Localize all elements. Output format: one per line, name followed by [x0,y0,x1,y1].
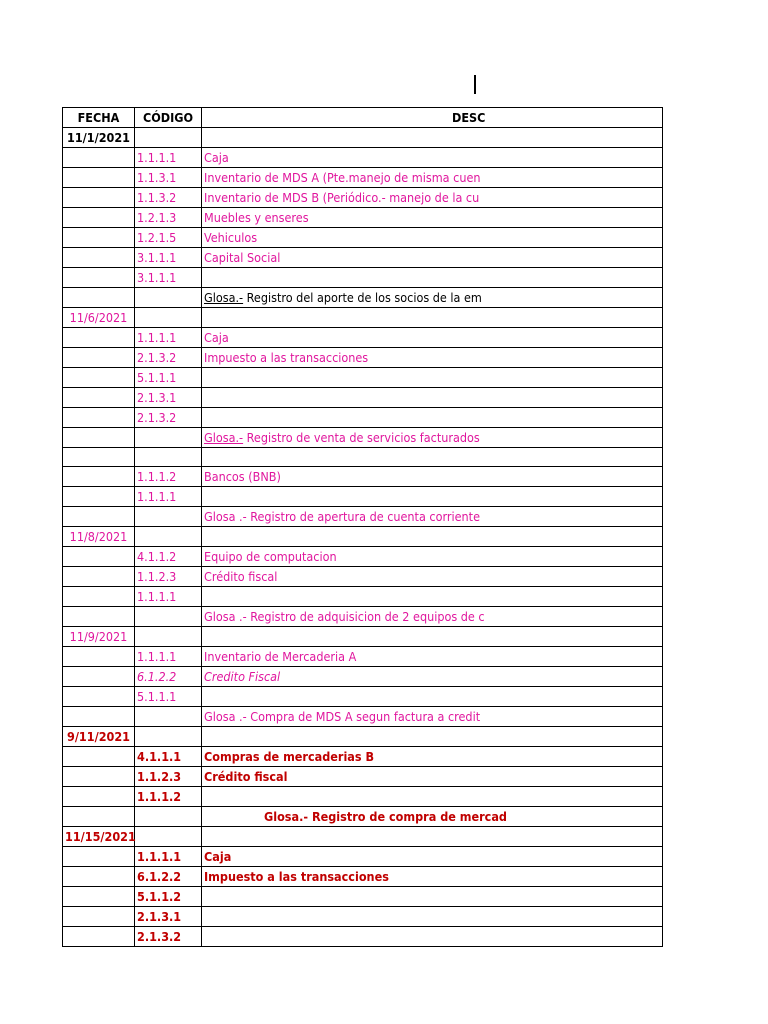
codigo-cell[interactable] [135,707,202,727]
codigo-cell[interactable] [135,827,202,847]
codigo-cell[interactable]: 1.1.2.3 [135,567,202,587]
fecha-cell[interactable] [63,208,135,228]
table-row [63,887,663,907]
fecha-cell[interactable] [63,687,135,707]
descripcion-cell[interactable]: Muebles y enseres [202,208,663,228]
descripcion-cell[interactable]: Inventario de MDS B (Periódico.- manejo de la cu [202,188,663,208]
descripcion-cell[interactable] [202,927,663,947]
codigo-cell[interactable] [135,507,202,527]
table-row [63,867,663,887]
fecha-cell[interactable] [63,907,135,927]
table-row [63,328,663,348]
descripcion-cell[interactable]: Inventario de Mercaderia A [202,647,663,667]
table-row [63,248,663,268]
descripcion-cell[interactable] [202,308,663,328]
codigo-cell[interactable] [135,627,202,647]
codigo-cell[interactable]: 6.1.2.2 [135,867,202,887]
descripcion-cell[interactable] [202,687,663,707]
codigo-cell[interactable]: 5.1.1.1 [135,687,202,707]
header-fecha[interactable]: FECHA [63,108,135,128]
header-row [63,108,663,128]
fecha-cell[interactable]: 11/6/2021 [63,308,135,328]
table-row [63,288,663,308]
fecha-cell[interactable] [63,867,135,887]
descripcion-cell[interactable] [202,408,663,428]
table-row [63,747,663,767]
fecha-cell[interactable] [63,188,135,208]
table-row [63,547,663,567]
table-row [63,408,663,428]
table-row [63,607,663,627]
codigo-cell[interactable] [135,527,202,547]
codigo-cell[interactable]: 1.1.1.2 [135,467,202,487]
table-row [63,348,663,368]
fecha-cell[interactable]: 11/1/2021 [63,128,135,148]
descripcion-cell[interactable]: Credito Fiscal [202,667,663,687]
fecha-cell[interactable] [63,547,135,567]
codigo-cell[interactable] [135,308,202,328]
descripcion-cell[interactable]: Glosa .- Compra de MDS A segun factura a credit [202,707,663,727]
table-row [63,627,663,647]
codigo-cell[interactable]: 1.1.1.1 [135,587,202,607]
table-row [63,787,663,807]
codigo-cell[interactable] [135,428,202,448]
fecha-cell[interactable] [63,467,135,487]
table-row [63,148,663,168]
table-row [63,168,663,188]
descripcion-cell[interactable]: Impuesto a las transacciones [202,348,663,368]
table-row [63,467,663,487]
descripcion-cell[interactable] [202,368,663,388]
fecha-cell[interactable] [63,348,135,368]
table-row [63,388,663,408]
descripcion-cell[interactable]: Crédito fiscal [202,767,663,787]
codigo-cell[interactable]: 4.1.1.2 [135,547,202,567]
journal-rows [63,128,663,947]
fecha-cell[interactable] [63,767,135,787]
cell-cursor-mark [474,75,476,94]
fecha-cell[interactable] [63,507,135,527]
fecha-cell[interactable] [63,228,135,248]
journal-table [62,107,663,947]
table-row [63,188,663,208]
fecha-cell[interactable] [63,747,135,767]
fecha-cell[interactable] [63,388,135,408]
table-row [63,268,663,288]
table-row [63,448,663,467]
fecha-cell[interactable] [63,847,135,867]
table-row [63,228,663,248]
fecha-cell[interactable] [63,328,135,348]
table-row [63,428,663,448]
codigo-cell[interactable]: 1.1.3.2 [135,188,202,208]
codigo-cell[interactable]: 4.1.1.1 [135,747,202,767]
descripcion-cell[interactable]: Bancos (BNB) [202,467,663,487]
descripcion-cell[interactable]: Equipo de computacion [202,547,663,567]
descripcion-cell[interactable]: Glosa .- Registro de apertura de cuenta corriente [202,507,663,527]
codigo-cell[interactable]: 1.1.1.1 [135,847,202,867]
fecha-cell[interactable] [63,148,135,168]
fecha-cell[interactable] [63,607,135,627]
descripcion-cell[interactable] [202,268,663,288]
codigo-cell[interactable]: 3.1.1.1 [135,248,202,268]
codigo-cell[interactable]: 1.1.2.3 [135,767,202,787]
table-row [63,487,663,507]
codigo-cell[interactable] [135,727,202,747]
header-descripcion[interactable]: DESC [202,108,663,128]
descripcion-cell[interactable] [202,887,663,907]
codigo-cell[interactable]: 2.1.3.1 [135,907,202,927]
fecha-cell[interactable] [63,428,135,448]
codigo-cell[interactable]: 5.1.1.1 [135,368,202,388]
descripcion-cell[interactable]: Crédito fiscal [202,567,663,587]
descripcion-cell[interactable]: Glosa .- Registro de adquisicion de 2 equipos de c [202,607,663,627]
descripcion-cell[interactable] [202,288,663,308]
codigo-cell[interactable]: 1.1.1.2 [135,787,202,807]
codigo-cell[interactable]: 2.1.3.2 [135,348,202,368]
codigo-cell[interactable]: 6.1.2.2 [135,667,202,687]
descripcion-cell[interactable]: Caja [202,847,663,867]
fecha-cell[interactable] [63,448,135,467]
codigo-cell[interactable]: 2.1.3.1 [135,388,202,408]
codigo-cell[interactable]: 1.2.1.5 [135,228,202,248]
descripcion-cell[interactable]: Glosa.- Registro de compra de mercad [202,807,663,827]
descripcion-cell[interactable]: Inventario de MDS A (Pte.manejo de misma cuen [202,168,663,188]
table-row [63,727,663,747]
glosa-text: Registro del aporte de los socios de la em [243,290,482,305]
descripcion-cell[interactable] [202,587,663,607]
table-row [63,767,663,787]
descripcion-cell[interactable]: Impuesto a las transacciones [202,867,663,887]
table-row [63,907,663,927]
table-row [63,368,663,388]
fecha-cell[interactable] [63,647,135,667]
codigo-cell[interactable]: 2.1.3.2 [135,408,202,428]
table-row [63,308,663,328]
codigo-cell[interactable] [135,607,202,627]
glosa-text: Registro de venta de servicios facturados [243,430,480,445]
descripcion-cell[interactable] [202,907,663,927]
codigo-cell[interactable]: 1.1.1.1 [135,328,202,348]
table-row [63,208,663,228]
codigo-cell[interactable] [135,128,202,148]
fecha-cell[interactable] [63,587,135,607]
codigo-cell[interactable]: 3.1.1.1 [135,268,202,288]
table-row [63,527,663,547]
codigo-cell[interactable]: 1.1.3.1 [135,168,202,188]
descripcion-cell[interactable] [202,527,663,547]
table-row [63,647,663,667]
table-row [63,927,663,947]
codigo-cell[interactable]: 1.1.1.1 [135,148,202,168]
descripcion-cell[interactable]: Compras de mercaderias B [202,747,663,767]
table-row [63,667,663,687]
glosa-label: Glosa.- [204,290,244,305]
fecha-cell[interactable] [63,887,135,907]
glosa-label: Glosa.- [204,430,244,445]
table-row [63,847,663,867]
descripcion-cell[interactable]: Capital Social [202,248,663,268]
descripcion-cell[interactable]: Vehiculos [202,228,663,248]
fecha-cell[interactable]: 9/11/2021 [63,727,135,747]
codigo-cell[interactable]: 5.1.1.2 [135,887,202,907]
fecha-cell[interactable] [63,567,135,587]
table-row [63,128,663,148]
codigo-cell[interactable]: 1.2.1.3 [135,208,202,228]
fecha-cell[interactable]: 11/9/2021 [63,627,135,647]
header-codigo[interactable]: CÓDIGO [135,108,202,128]
fecha-cell[interactable] [63,408,135,428]
table-row [63,587,663,607]
descripcion-cell[interactable] [202,428,663,448]
journal-sheet [62,107,507,945]
descripcion-cell[interactable]: Caja [202,148,663,168]
codigo-cell[interactable] [135,288,202,308]
table-row [63,827,663,847]
descripcion-cell[interactable] [202,827,663,847]
fecha-cell[interactable] [63,168,135,188]
table-row [63,807,663,827]
descripcion-cell[interactable] [202,388,663,408]
fecha-cell[interactable] [63,927,135,947]
codigo-cell[interactable] [135,448,202,467]
descripcion-cell[interactable]: Caja [202,328,663,348]
table-row [63,507,663,527]
table-row [63,567,663,587]
descripcion-cell[interactable] [202,787,663,807]
codigo-cell[interactable]: 1.1.1.1 [135,647,202,667]
fecha-cell[interactable] [63,288,135,308]
descripcion-cell[interactable] [202,487,663,507]
fecha-cell[interactable] [63,807,135,827]
fecha-cell[interactable] [63,268,135,288]
descripcion-cell[interactable] [202,727,663,747]
fecha-cell[interactable] [63,707,135,727]
table-row [63,707,663,727]
fecha-cell[interactable] [63,248,135,268]
fecha-cell[interactable] [63,487,135,507]
codigo-cell[interactable]: 2.1.3.2 [135,927,202,947]
fecha-cell[interactable] [63,667,135,687]
table-row [63,687,663,707]
descripcion-cell[interactable] [202,448,663,467]
codigo-cell[interactable]: 1.1.1.1 [135,487,202,507]
fecha-cell[interactable] [63,368,135,388]
fecha-cell[interactable]: 11/8/2021 [63,527,135,547]
codigo-cell[interactable] [135,807,202,827]
descripcion-cell[interactable] [202,627,663,647]
fecha-cell[interactable] [63,787,135,807]
descripcion-cell[interactable] [202,128,663,148]
fecha-cell[interactable]: 11/15/2021 [63,827,135,847]
